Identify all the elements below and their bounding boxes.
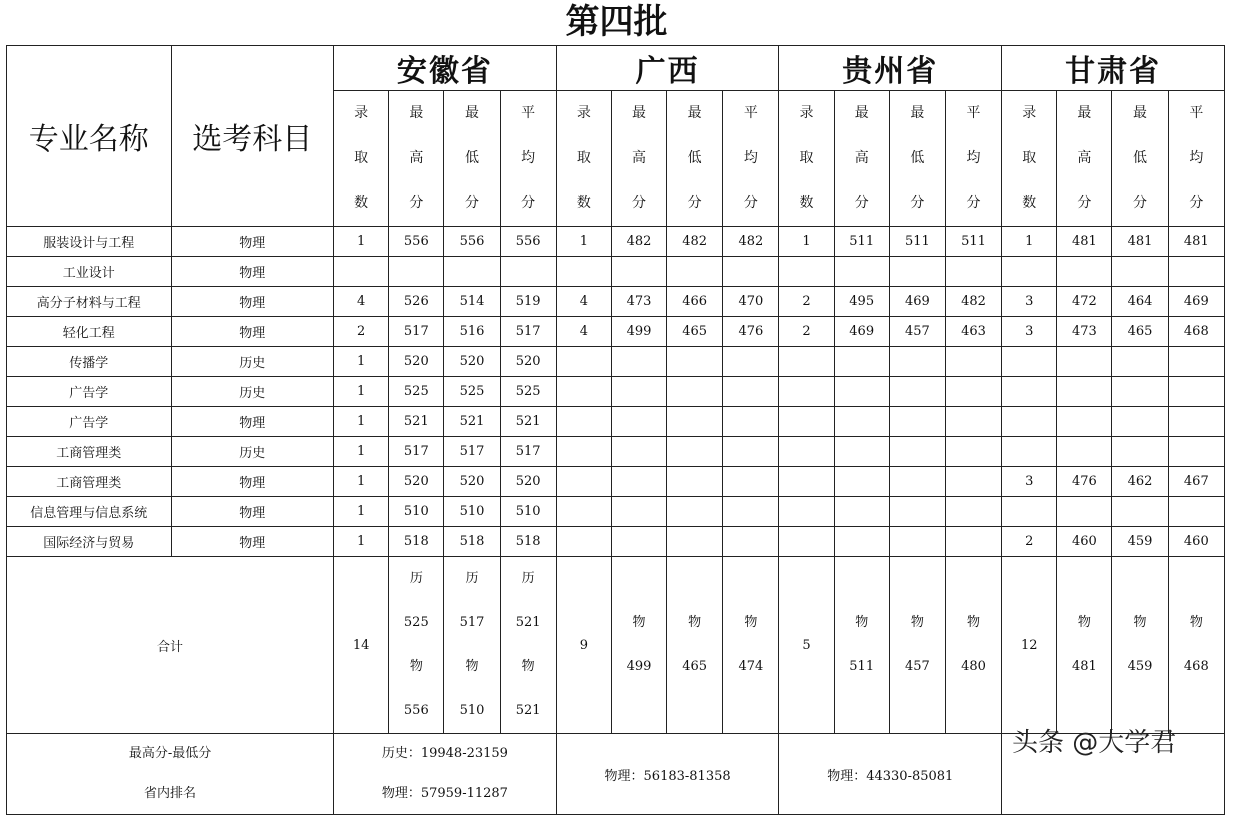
score-cell	[723, 377, 779, 407]
score-cell: 520	[500, 347, 556, 377]
subject: 物理	[171, 287, 334, 317]
score-cell	[945, 407, 1001, 437]
score-cell: 463	[945, 317, 1001, 347]
score-cell	[834, 407, 889, 437]
score-cell: 516	[444, 317, 500, 347]
score-cell	[889, 437, 945, 467]
stat-header: 平 均 分	[945, 91, 1001, 227]
score-cell: 3	[1002, 317, 1057, 347]
score-cell	[945, 497, 1001, 527]
score-cell	[779, 407, 834, 437]
total-avg: 物 480	[945, 557, 1001, 734]
score-cell	[667, 527, 723, 557]
score-cell: 526	[389, 287, 444, 317]
score-cell	[945, 467, 1001, 497]
score-cell: 511	[889, 227, 945, 257]
stat-header: 平 均 分	[1168, 91, 1224, 227]
score-cell: 518	[389, 527, 444, 557]
score-cell	[834, 347, 889, 377]
score-cell: 520	[444, 467, 500, 497]
score-cell	[723, 257, 779, 287]
score-cell	[723, 407, 779, 437]
score-cell: 464	[1112, 287, 1168, 317]
score-cell: 4	[334, 287, 389, 317]
rank-guangxi: 物理：56183-81358	[556, 734, 779, 815]
score-cell: 3	[1002, 467, 1057, 497]
score-cell: 459	[1112, 527, 1168, 557]
score-cell	[723, 497, 779, 527]
score-cell	[1112, 257, 1168, 287]
subject: 物理	[171, 467, 334, 497]
score-cell: 556	[444, 227, 500, 257]
stat-header: 录 取 数	[556, 91, 611, 227]
score-cell	[945, 347, 1001, 377]
score-cell: 556	[389, 227, 444, 257]
table-row	[7, 227, 1225, 257]
score-cell: 499	[611, 317, 666, 347]
score-cell: 511	[945, 227, 1001, 257]
score-cell	[889, 377, 945, 407]
major-name: 轻化工程	[7, 317, 172, 347]
score-cell: 462	[1112, 467, 1168, 497]
score-cell: 2	[334, 317, 389, 347]
score-cell	[1002, 497, 1057, 527]
score-cell	[889, 467, 945, 497]
score-cell	[556, 527, 611, 557]
table-row	[7, 497, 1225, 527]
score-cell	[556, 377, 611, 407]
total-max: 物 511	[834, 557, 889, 734]
score-cell	[945, 437, 1001, 467]
score-cell: 3	[1002, 287, 1057, 317]
score-cell: 1	[779, 227, 834, 257]
score-cell	[779, 257, 834, 287]
rank-anhui: 历史：19948-23159 物理：57959-11287	[334, 734, 557, 815]
score-cell	[556, 257, 611, 287]
score-cell	[556, 497, 611, 527]
score-cell	[723, 437, 779, 467]
stat-header: 最 低 分	[667, 91, 723, 227]
score-cell: 1	[334, 497, 389, 527]
score-cell: 525	[389, 377, 444, 407]
score-cell	[1112, 377, 1168, 407]
stat-header: 最 高 分	[1057, 91, 1112, 227]
score-cell: 525	[444, 377, 500, 407]
score-cell	[834, 257, 889, 287]
score-cell: 4	[556, 287, 611, 317]
province-header: 广西	[556, 46, 779, 91]
total-max: 物 481	[1057, 557, 1112, 734]
watermark: 头条 @大学君	[1012, 728, 1177, 758]
score-cell	[389, 257, 444, 287]
score-cell: 520	[500, 467, 556, 497]
score-cell	[834, 497, 889, 527]
score-cell	[611, 527, 666, 557]
score-cell	[667, 407, 723, 437]
stat-header: 平 均 分	[723, 91, 779, 227]
score-cell	[723, 347, 779, 377]
score-cell	[611, 377, 666, 407]
subject: 物理	[171, 407, 334, 437]
score-cell: 472	[1057, 287, 1112, 317]
table-row	[7, 437, 1225, 467]
stat-header: 录 取 数	[334, 91, 389, 227]
total-avg: 物 468	[1168, 557, 1224, 734]
score-cell	[1112, 407, 1168, 437]
score-cell: 2	[779, 317, 834, 347]
score-cell: 460	[1168, 527, 1224, 557]
score-cell	[834, 527, 889, 557]
score-cell: 482	[723, 227, 779, 257]
score-cell	[1168, 407, 1224, 437]
score-cell	[611, 257, 666, 287]
score-cell: 520	[444, 347, 500, 377]
score-cell: 481	[1168, 227, 1224, 257]
score-cell	[444, 257, 500, 287]
total-label: 合计	[7, 557, 334, 734]
subject: 历史	[171, 437, 334, 467]
score-cell: 460	[1057, 527, 1112, 557]
major-name: 广告学	[7, 377, 172, 407]
province-header: 甘肃省	[1002, 46, 1225, 91]
major-name: 工业设计	[7, 257, 172, 287]
score-cell	[556, 347, 611, 377]
score-cell	[1002, 347, 1057, 377]
score-cell	[611, 437, 666, 467]
table-row	[7, 377, 1225, 407]
major-name: 国际经济与贸易	[7, 527, 172, 557]
score-cell: 481	[1057, 227, 1112, 257]
score-cell	[667, 437, 723, 467]
score-cell: 482	[945, 287, 1001, 317]
stat-header: 平 均 分	[500, 91, 556, 227]
score-cell: 517	[500, 437, 556, 467]
score-cell: 476	[1057, 467, 1112, 497]
total-max: 历 525 物 556	[389, 557, 444, 734]
score-cell: 469	[834, 317, 889, 347]
score-cell: 495	[834, 287, 889, 317]
score-cell	[1168, 437, 1224, 467]
subject: 物理	[171, 227, 334, 257]
total-min: 物 459	[1112, 557, 1168, 734]
score-cell	[1168, 257, 1224, 287]
score-cell: 469	[889, 287, 945, 317]
score-cell: 556	[500, 227, 556, 257]
score-cell: 518	[500, 527, 556, 557]
score-cell: 465	[667, 317, 723, 347]
score-cell: 468	[1168, 317, 1224, 347]
score-cell	[1057, 497, 1112, 527]
score-cell: 1	[334, 467, 389, 497]
rank-guizhou: 物理：44330-85081	[779, 734, 1002, 815]
score-cell	[889, 257, 945, 287]
stat-header: 最 高 分	[611, 91, 666, 227]
admission-score-table	[6, 45, 1225, 815]
major-name: 服装设计与工程	[7, 227, 172, 257]
score-cell: 2	[779, 287, 834, 317]
score-cell	[1057, 257, 1112, 287]
score-cell: 1	[334, 527, 389, 557]
score-cell: 1	[1002, 227, 1057, 257]
score-cell	[1168, 347, 1224, 377]
province-header: 安徽省	[334, 46, 557, 91]
score-cell: 511	[834, 227, 889, 257]
score-cell: 1	[334, 377, 389, 407]
stat-header: 最 低 分	[1112, 91, 1168, 227]
score-cell: 510	[500, 497, 556, 527]
score-cell	[611, 407, 666, 437]
score-cell: 517	[389, 437, 444, 467]
score-cell: 518	[444, 527, 500, 557]
score-cell	[1002, 437, 1057, 467]
major-name: 传播学	[7, 347, 172, 377]
score-cell	[834, 377, 889, 407]
total-max: 物 499	[611, 557, 666, 734]
score-cell	[556, 467, 611, 497]
subject: 物理	[171, 317, 334, 347]
stat-header: 最 低 分	[889, 91, 945, 227]
score-cell	[834, 467, 889, 497]
score-cell	[667, 377, 723, 407]
score-cell	[1168, 497, 1224, 527]
table-row	[7, 317, 1225, 347]
page-title: 第四批	[565, 2, 668, 42]
score-cell: 476	[723, 317, 779, 347]
score-cell	[945, 527, 1001, 557]
score-cell: 473	[1057, 317, 1112, 347]
score-cell	[945, 257, 1001, 287]
total-count: 9	[556, 557, 611, 734]
score-cell	[1057, 377, 1112, 407]
score-cell: 466	[667, 287, 723, 317]
subject: 物理	[171, 257, 334, 287]
score-cell	[611, 347, 666, 377]
score-cell: 4	[556, 317, 611, 347]
score-cell	[611, 467, 666, 497]
score-cell	[667, 347, 723, 377]
score-cell: 470	[723, 287, 779, 317]
score-cell: 510	[389, 497, 444, 527]
score-cell	[1002, 377, 1057, 407]
stat-header: 录 取 数	[779, 91, 834, 227]
total-avg: 物 474	[723, 557, 779, 734]
score-cell: 519	[500, 287, 556, 317]
major-name: 广告学	[7, 407, 172, 437]
score-cell	[889, 527, 945, 557]
score-cell	[779, 467, 834, 497]
subject: 物理	[171, 527, 334, 557]
score-cell	[667, 497, 723, 527]
score-cell	[1002, 257, 1057, 287]
score-cell	[556, 437, 611, 467]
score-cell	[1057, 437, 1112, 467]
score-cell	[1057, 347, 1112, 377]
score-cell: 521	[389, 407, 444, 437]
score-cell	[1002, 407, 1057, 437]
score-cell	[334, 257, 389, 287]
score-cell: 510	[444, 497, 500, 527]
score-cell: 1	[334, 347, 389, 377]
total-row	[7, 557, 1225, 734]
score-cell: 520	[389, 467, 444, 497]
stat-header: 最 低 分	[444, 91, 500, 227]
stat-header: 最 高 分	[834, 91, 889, 227]
total-avg: 历 521 物 521	[500, 557, 556, 734]
score-cell: 467	[1168, 467, 1224, 497]
score-cell: 473	[611, 287, 666, 317]
score-cell: 514	[444, 287, 500, 317]
subject: 历史	[171, 377, 334, 407]
score-cell	[1112, 437, 1168, 467]
score-cell: 465	[1112, 317, 1168, 347]
score-cell	[945, 377, 1001, 407]
score-cell	[779, 527, 834, 557]
table-row	[7, 407, 1225, 437]
score-cell	[889, 347, 945, 377]
subject: 历史	[171, 347, 334, 377]
score-cell	[1057, 407, 1112, 437]
score-cell	[1112, 347, 1168, 377]
score-cell: 521	[500, 407, 556, 437]
total-min: 历 517 物 510	[444, 557, 500, 734]
score-cell: 469	[1168, 287, 1224, 317]
score-cell	[779, 497, 834, 527]
header-subject: 选考科目	[171, 46, 334, 227]
score-cell	[611, 497, 666, 527]
total-count: 12	[1002, 557, 1057, 734]
stat-header: 录 取 数	[1002, 91, 1057, 227]
score-cell: 517	[500, 317, 556, 347]
total-count: 14	[334, 557, 389, 734]
score-cell	[779, 437, 834, 467]
header-major: 专业名称	[7, 46, 172, 227]
score-cell: 1	[334, 437, 389, 467]
score-cell	[556, 407, 611, 437]
score-cell: 482	[667, 227, 723, 257]
score-cell	[1168, 377, 1224, 407]
table-row	[7, 467, 1225, 497]
score-cell	[667, 257, 723, 287]
province-header: 贵州省	[779, 46, 1002, 91]
total-count: 5	[779, 557, 834, 734]
score-cell: 1	[334, 407, 389, 437]
score-cell: 525	[500, 377, 556, 407]
score-cell: 457	[889, 317, 945, 347]
score-cell	[1112, 497, 1168, 527]
score-cell: 517	[444, 437, 500, 467]
table-row	[7, 257, 1225, 287]
score-cell	[889, 407, 945, 437]
major-name: 工商管理类	[7, 467, 172, 497]
score-cell: 517	[389, 317, 444, 347]
rank-label: 最高分-最低分 省内排名	[7, 734, 334, 815]
table-row	[7, 527, 1225, 557]
total-min: 物 457	[889, 557, 945, 734]
table-row	[7, 287, 1225, 317]
score-cell	[889, 497, 945, 527]
major-name: 高分子材料与工程	[7, 287, 172, 317]
score-cell: 482	[611, 227, 666, 257]
score-cell	[500, 257, 556, 287]
score-cell: 481	[1112, 227, 1168, 257]
score-cell: 520	[389, 347, 444, 377]
score-cell: 1	[556, 227, 611, 257]
score-cell	[779, 347, 834, 377]
major-name: 信息管理与信息系统	[7, 497, 172, 527]
score-cell: 521	[444, 407, 500, 437]
total-min: 物 465	[667, 557, 723, 734]
subject: 物理	[171, 497, 334, 527]
score-cell: 1	[334, 227, 389, 257]
score-cell	[834, 437, 889, 467]
score-cell	[667, 467, 723, 497]
score-cell: 2	[1002, 527, 1057, 557]
score-cell	[723, 467, 779, 497]
score-cell	[723, 527, 779, 557]
stat-header: 最 高 分	[389, 91, 444, 227]
major-name: 工商管理类	[7, 437, 172, 467]
table-row	[7, 347, 1225, 377]
score-cell	[779, 377, 834, 407]
